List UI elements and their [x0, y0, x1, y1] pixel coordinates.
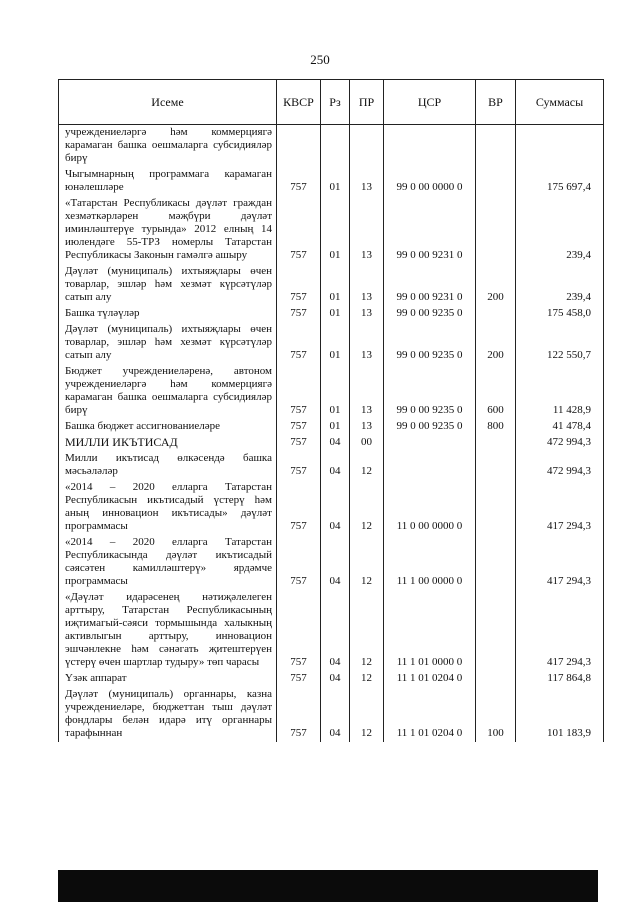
cell-name: Милли икътисад өлкәсендә башка мәсьәләләр — [59, 451, 277, 480]
header-sum: Суммасы — [516, 80, 604, 125]
header-name: Исеме — [59, 80, 277, 125]
cell-rz — [321, 125, 350, 168]
page-number: 250 — [310, 52, 330, 67]
cell-pr: 12 — [350, 451, 384, 480]
cell-name: Бюджет учреждениеләренә, автоном учреждениеләргә һәм коммерциягә карамаган башка оешмаларга субсидияләр бирү — [59, 364, 277, 419]
cell-kvsr: 757 — [277, 435, 321, 451]
cell-vr: 600 — [476, 364, 516, 419]
cell-pr: 13 — [350, 196, 384, 264]
cell-name: МИЛЛИ ИКЪТИСАД — [59, 435, 277, 451]
cell-name: Дәүләт (муниципаль) ихтыяҗлары өчен товарлар, эшләр һәм хезмәт күрсәтүләр сатып алу — [59, 264, 277, 306]
cell-csr: 99 0 00 9235 0 — [384, 364, 476, 419]
cell-vr: 200 — [476, 264, 516, 306]
cell-vr — [476, 435, 516, 451]
budget-table — [58, 79, 604, 742]
cell-sum — [516, 125, 604, 168]
cell-name: Дәүләт (муниципаль) ихтыяҗлары өчен товарлар, эшләр һәм хезмәт күрсәтүләр сатып алу — [59, 322, 277, 364]
cell-name: Башка түләүләр — [59, 306, 277, 322]
cell-pr: 13 — [350, 364, 384, 419]
cell-sum: 239,4 — [516, 196, 604, 264]
cell-sum: 175 697,4 — [516, 167, 604, 196]
cell-sum: 417 294,3 — [516, 535, 604, 590]
cell-rz: 01 — [321, 306, 350, 322]
cell-sum: 472 994,3 — [516, 435, 604, 451]
table-row — [59, 196, 604, 264]
cell-pr: 13 — [350, 419, 384, 435]
cell-sum: 41 478,4 — [516, 419, 604, 435]
cell-name: «2014 – 2020 елларга Татарстан Республикасын икътисадый үстерү һәм аның инновацион икътисады» дәүләт программасы — [59, 480, 277, 535]
cell-sum: 101 183,9 — [516, 687, 604, 742]
cell-sum: 417 294,3 — [516, 590, 604, 671]
cell-pr: 13 — [350, 264, 384, 306]
table-row — [59, 435, 604, 451]
cell-rz: 01 — [321, 167, 350, 196]
cell-vr — [476, 306, 516, 322]
cell-csr — [384, 451, 476, 480]
cell-kvsr: 757 — [277, 167, 321, 196]
cell-rz: 01 — [321, 322, 350, 364]
cell-rz: 04 — [321, 671, 350, 687]
cell-csr: 11 1 01 0204 0 — [384, 687, 476, 742]
cell-csr: 99 0 00 9235 0 — [384, 322, 476, 364]
cell-kvsr: 757 — [277, 306, 321, 322]
cell-kvsr: 757 — [277, 687, 321, 742]
cell-pr: 12 — [350, 590, 384, 671]
table-row — [59, 535, 604, 590]
cell-kvsr: 757 — [277, 535, 321, 590]
cell-rz: 01 — [321, 196, 350, 264]
table-row — [59, 125, 604, 168]
table-row — [59, 264, 604, 306]
header-csr: ЦСР — [384, 80, 476, 125]
cell-kvsr: 757 — [277, 451, 321, 480]
cell-pr: 12 — [350, 687, 384, 742]
cell-rz: 04 — [321, 480, 350, 535]
cell-csr: 99 0 00 9231 0 — [384, 264, 476, 306]
cell-rz: 04 — [321, 451, 350, 480]
cell-vr — [476, 590, 516, 671]
table-row — [59, 167, 604, 196]
table-header-row — [59, 80, 604, 125]
cell-kvsr: 757 — [277, 671, 321, 687]
cell-sum: 417 294,3 — [516, 480, 604, 535]
cell-vr — [476, 480, 516, 535]
cell-rz: 04 — [321, 590, 350, 671]
cell-sum: 122 550,7 — [516, 322, 604, 364]
cell-vr — [476, 125, 516, 168]
header-kvsr: КВСР — [277, 80, 321, 125]
cell-sum: 175 458,0 — [516, 306, 604, 322]
cell-pr: 12 — [350, 671, 384, 687]
cell-pr: 12 — [350, 480, 384, 535]
cell-rz: 01 — [321, 419, 350, 435]
cell-vr: 800 — [476, 419, 516, 435]
cell-csr: 99 0 00 9235 0 — [384, 419, 476, 435]
cell-rz: 04 — [321, 535, 350, 590]
table-row — [59, 480, 604, 535]
cell-csr — [384, 125, 476, 168]
cell-pr: 13 — [350, 167, 384, 196]
cell-kvsr: 757 — [277, 364, 321, 419]
cell-vr — [476, 167, 516, 196]
table-row — [59, 451, 604, 480]
cell-sum: 11 428,9 — [516, 364, 604, 419]
cell-csr — [384, 435, 476, 451]
budget-table-container — [58, 79, 603, 742]
cell-vr — [476, 196, 516, 264]
cell-csr: 99 0 00 9231 0 — [384, 196, 476, 264]
cell-sum: 239,4 — [516, 264, 604, 306]
cell-csr: 11 1 00 0000 0 — [384, 535, 476, 590]
cell-kvsr: 757 — [277, 480, 321, 535]
cell-name: Үзәк аппарат — [59, 671, 277, 687]
cell-rz: 01 — [321, 364, 350, 419]
table-row — [59, 687, 604, 742]
cell-csr: 99 0 00 9235 0 — [384, 306, 476, 322]
cell-kvsr: 757 — [277, 196, 321, 264]
cell-name: Чыгымнарның программага карамаган юнәлешләре — [59, 167, 277, 196]
cell-name: учреждениеләргә һәм коммерциягә карамаган башка оешмаларга субсидияләр бирү — [59, 125, 277, 168]
cell-pr: 12 — [350, 535, 384, 590]
cell-rz: 01 — [321, 264, 350, 306]
cell-kvsr: 757 — [277, 590, 321, 671]
cell-name: «Дәүләт идарәсенең нәтиҗәлелеген арттыру, Татарстан Республикасының иҗтимагый-сәяси тормышында халыкның активлыгын арттыру, инновацион эшчәнлекне һәм сәнәгать җитештерүен үстерү өчен шартлар тудыру» төп чарасы — [59, 590, 277, 671]
cell-kvsr: 757 — [277, 419, 321, 435]
cell-name: «Татарстан Республикасы дәүләт граждан хезмәткәрләрен мәҗбүри дәүләт иминләштерүе турында» 2012 елның 14 июлендәге 55-ТРЗ номерлы Татарстан Республикасы Законын гамәлгә ашыру — [59, 196, 277, 264]
cell-vr — [476, 451, 516, 480]
cell-csr: 11 0 00 0000 0 — [384, 480, 476, 535]
cell-kvsr — [277, 125, 321, 168]
cell-sum: 117 864,8 — [516, 671, 604, 687]
cell-kvsr: 757 — [277, 264, 321, 306]
cell-csr: 99 0 00 0000 0 — [384, 167, 476, 196]
table-row — [59, 590, 604, 671]
table-row — [59, 419, 604, 435]
cell-vr — [476, 535, 516, 590]
cell-vr: 200 — [476, 322, 516, 364]
table-body — [59, 125, 604, 743]
cell-name: Дәүләт (муниципаль) органнары, казна учреждениеләре, бюджеттан тыш дәүләт фондлары белән идарә итү органнары тарафыннан — [59, 687, 277, 742]
table-row — [59, 671, 604, 687]
cell-kvsr: 757 — [277, 322, 321, 364]
table-row — [59, 364, 604, 419]
cell-vr: 100 — [476, 687, 516, 742]
table-row — [59, 322, 604, 364]
cell-rz: 04 — [321, 687, 350, 742]
table-row — [59, 306, 604, 322]
cell-name: Башка бюджет ассигнованиеләре — [59, 419, 277, 435]
cell-name: «2014 – 2020 елларга Татарстан Республикасында дәүләт икътисадый сәясәтен камилләштерү» ярдәмче программасы — [59, 535, 277, 590]
scan-edge-bar — [58, 870, 598, 902]
header-pr: ПР — [350, 80, 384, 125]
cell-csr: 11 1 01 0000 0 — [384, 590, 476, 671]
cell-csr: 11 1 01 0204 0 — [384, 671, 476, 687]
cell-pr: 13 — [350, 322, 384, 364]
cell-pr: 13 — [350, 306, 384, 322]
header-vr: ВР — [476, 80, 516, 125]
cell-vr — [476, 671, 516, 687]
cell-pr: 00 — [350, 435, 384, 451]
cell-pr — [350, 125, 384, 168]
cell-sum: 472 994,3 — [516, 451, 604, 480]
header-rz: Рз — [321, 80, 350, 125]
cell-rz: 04 — [321, 435, 350, 451]
